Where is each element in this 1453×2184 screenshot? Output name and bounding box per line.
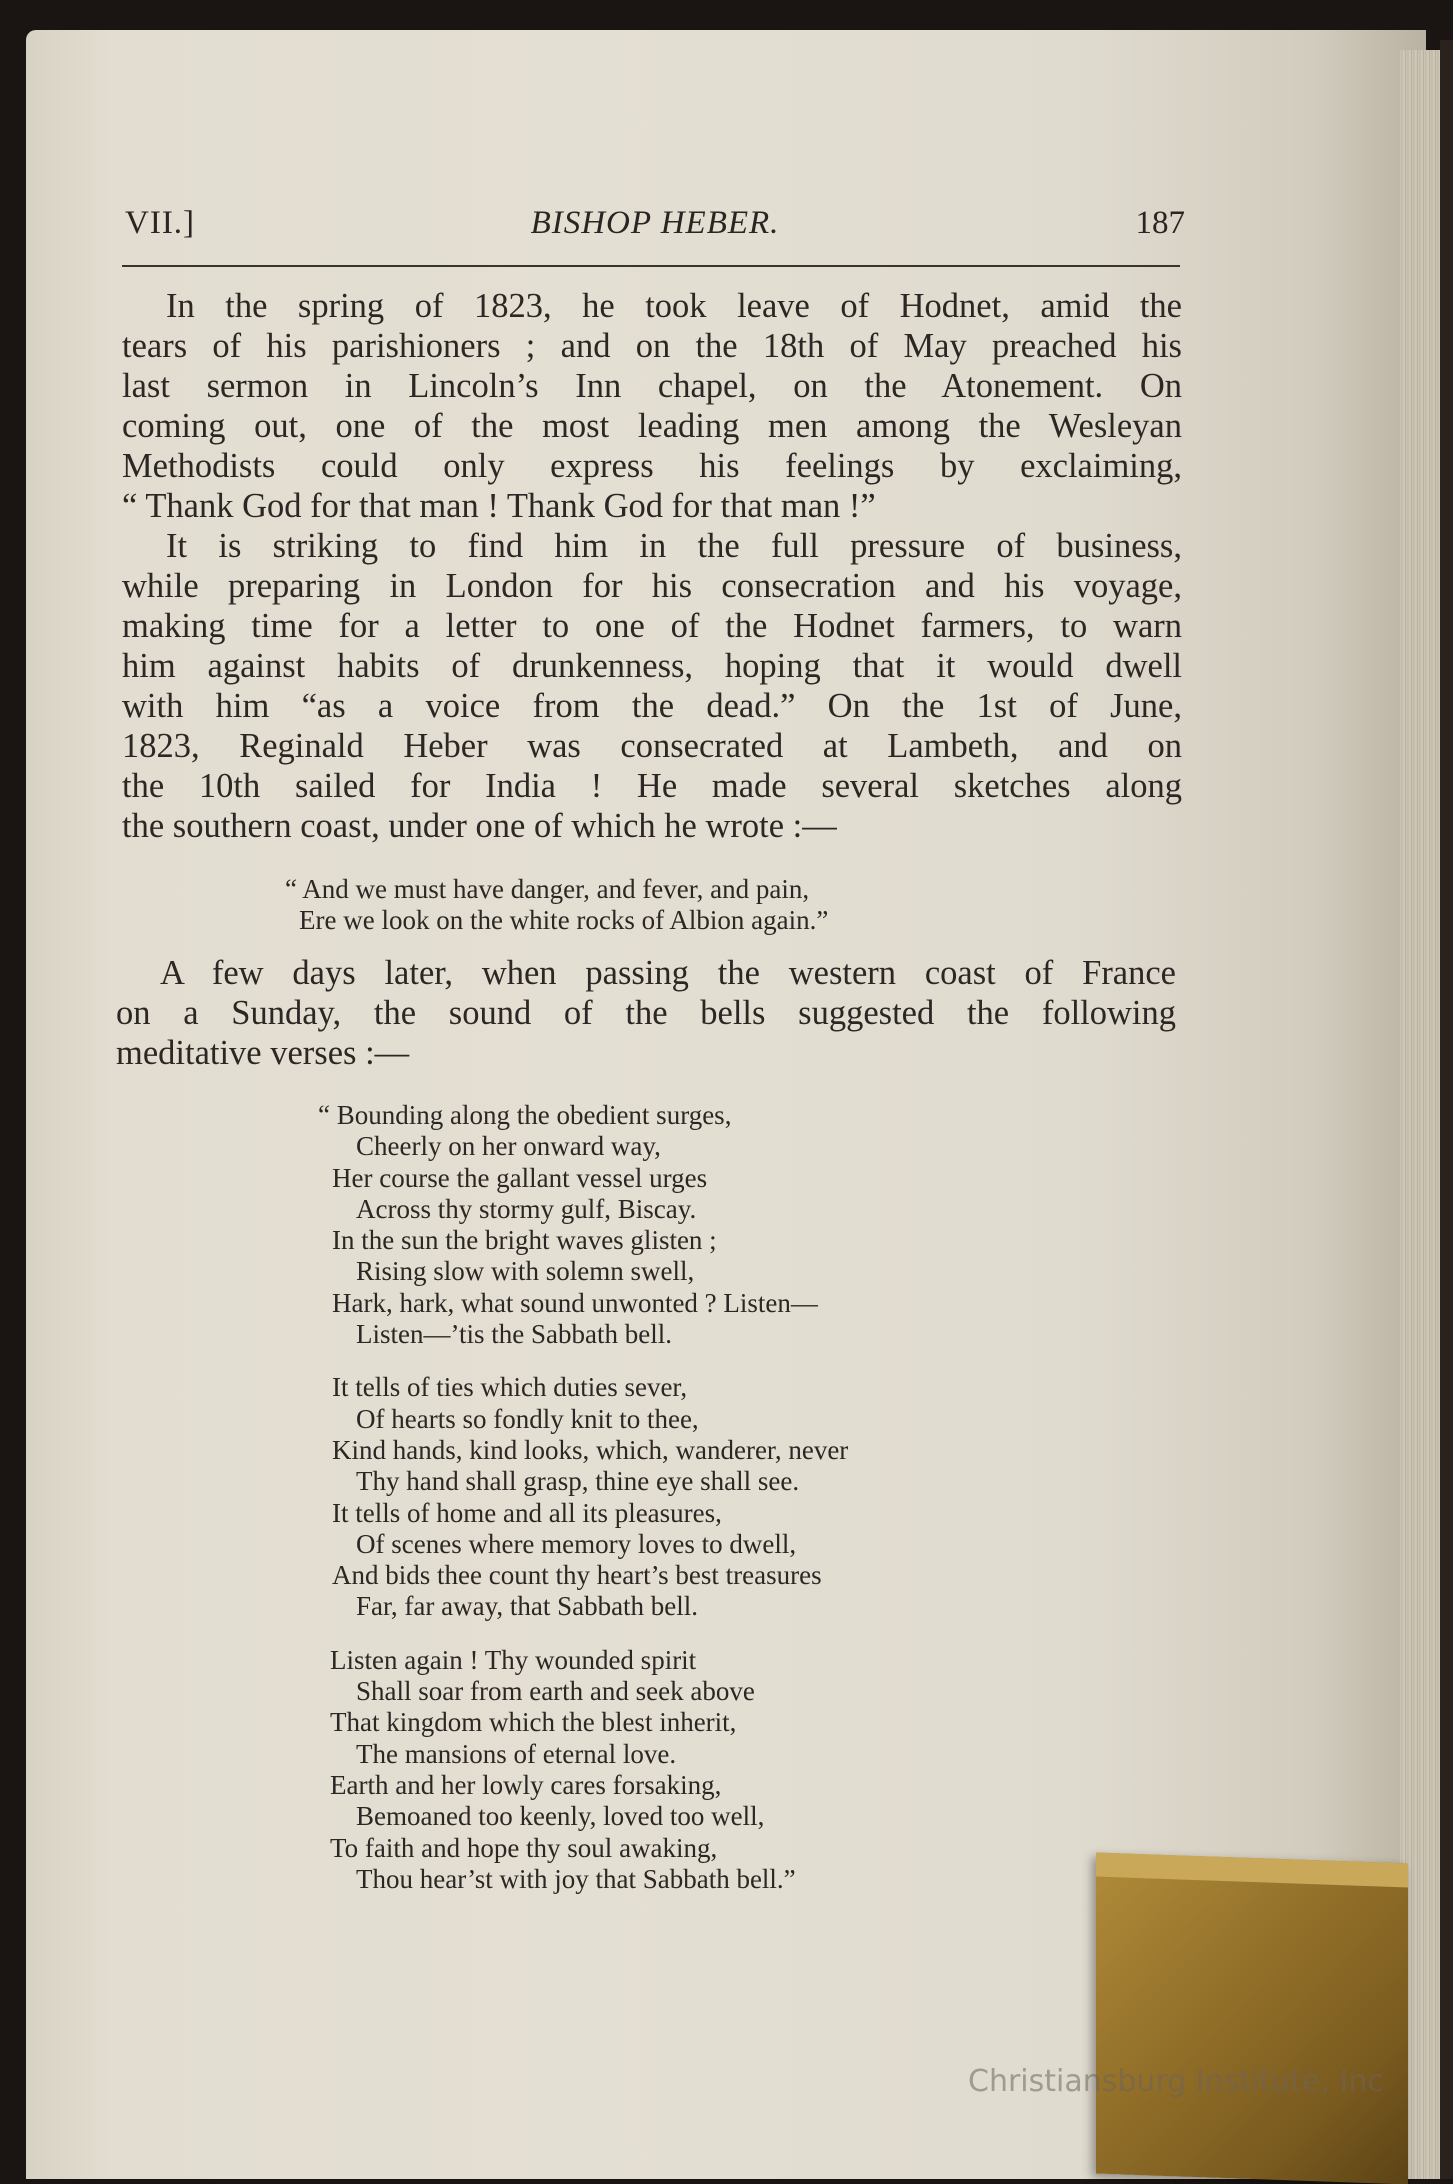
quote-line: “ And we must have danger, and fever, and pain, <box>285 874 810 904</box>
poem-line: Cheerly on her onward way, <box>356 1131 661 1162</box>
book-cover-edge <box>1440 40 1453 2179</box>
body-paragraph-3 <box>116 953 1176 1073</box>
poem-line: To faith and hope thy soul awaking, <box>330 1832 718 1863</box>
text-line: Methodists could only express his feelings by exclaiming, <box>122 447 1182 485</box>
block-quote <box>285 874 828 936</box>
poem-line: Thou hear’st with joy that Sabbath bell.” <box>356 1863 796 1894</box>
text-line: In the spring of 1823, he took leave of Hodnet, amid the <box>166 287 1182 325</box>
poem-line: In the sun the bright waves glisten ; <box>332 1225 717 1256</box>
poem-line: Listen again ! Thy wounded spirit <box>330 1644 697 1675</box>
header-rule <box>122 265 1180 267</box>
text-line: him against habits of drunkenness, hoping that it would dwell <box>122 647 1182 685</box>
poem-line: Of scenes where memory loves to dwell, <box>356 1528 797 1559</box>
poem-line: Of hearts so fondly knit to thee, <box>356 1403 699 1434</box>
body-paragraphs <box>122 286 1182 846</box>
text-line: meditative verses :— <box>116 1034 410 1072</box>
running-head <box>125 205 1185 255</box>
chapter-number: VII.] <box>125 205 196 241</box>
text-line: A few days later, when passing the western coast of France <box>160 954 1176 992</box>
poem-line: Kind hands, kind looks, which, wanderer, never <box>332 1434 849 1465</box>
quote-line: Ere we look on the white rocks of Albion again.” <box>299 905 829 935</box>
poem-stanza <box>318 1100 848 1350</box>
poem-line: Her course the gallant vessel urges <box>332 1162 708 1193</box>
poem-line: Across thy stormy gulf, Biscay. <box>356 1193 697 1224</box>
text-line: It is striking to find him in the full pressure of business, <box>166 527 1182 565</box>
text-line: on a Sunday, the sound of the bells suggested the following <box>116 994 1176 1032</box>
poem-line: Thy hand shall grasp, thine eye shall see. <box>356 1466 800 1497</box>
poem-stanza <box>318 1372 848 1622</box>
text-line: the southern coast, under one of which he wrote :— <box>122 807 837 845</box>
text-line: last sermon in Lincoln’s Inn chapel, on the Atonement. On <box>122 367 1182 405</box>
poem-line: It tells of home and all its pleasures, <box>332 1497 722 1528</box>
poem-line: That kingdom which the blest inherit, <box>330 1707 737 1738</box>
text-line: 1823, Reginald Heber was consecrated at Lambeth, and on <box>122 727 1182 765</box>
running-title: BISHOP HEBER. <box>530 205 780 241</box>
text-line: making time for a letter to one of the Hodnet farmers, to warn <box>122 607 1182 645</box>
poem-line: And bids thee count thy heart’s best treasures <box>332 1560 822 1591</box>
poem-line: Hark, hark, what sound unwonted ? Listen— <box>332 1287 818 1318</box>
text-line: with him “as a voice from the dead.” On the 1st of June, <box>122 687 1182 725</box>
brass-bookmark <box>1096 1853 1408 2184</box>
poem-line: Earth and her lowly cares forsaking, <box>330 1769 722 1800</box>
text-line: tears of his parishioners ; and on the 18th of May preached his <box>122 327 1182 365</box>
poem-line: It tells of ties which duties sever, <box>332 1372 688 1403</box>
poem-line: The mansions of eternal love. <box>356 1738 677 1769</box>
poem <box>318 1100 848 1917</box>
page-number: 187 <box>1135 205 1185 241</box>
text-line: the 10th sailed for India ! He made several sketches along <box>122 767 1182 805</box>
poem-line: Bemoaned too keenly, loved too well, <box>356 1801 765 1832</box>
poem-line: Rising slow with solemn swell, <box>356 1256 695 1287</box>
poem-line: “ Bounding along the obedient surges, <box>318 1100 732 1130</box>
poem-line: Far, far away, that Sabbath bell. <box>356 1591 699 1622</box>
text-line: while preparing in London for his consecration and his voyage, <box>122 567 1182 605</box>
poem-line: Listen—’tis the Sabbath bell. <box>356 1319 672 1350</box>
poem-line: Shall soar from earth and seek above <box>356 1676 755 1707</box>
watermark: Christiansburg Institute, Inc <box>968 2064 1384 2099</box>
poem-stanza <box>318 1645 848 1895</box>
text-line: coming out, one of the most leading men among the Wesleyan <box>122 407 1182 445</box>
text-line: “ Thank God for that man ! Thank God for that man !” <box>122 487 876 525</box>
